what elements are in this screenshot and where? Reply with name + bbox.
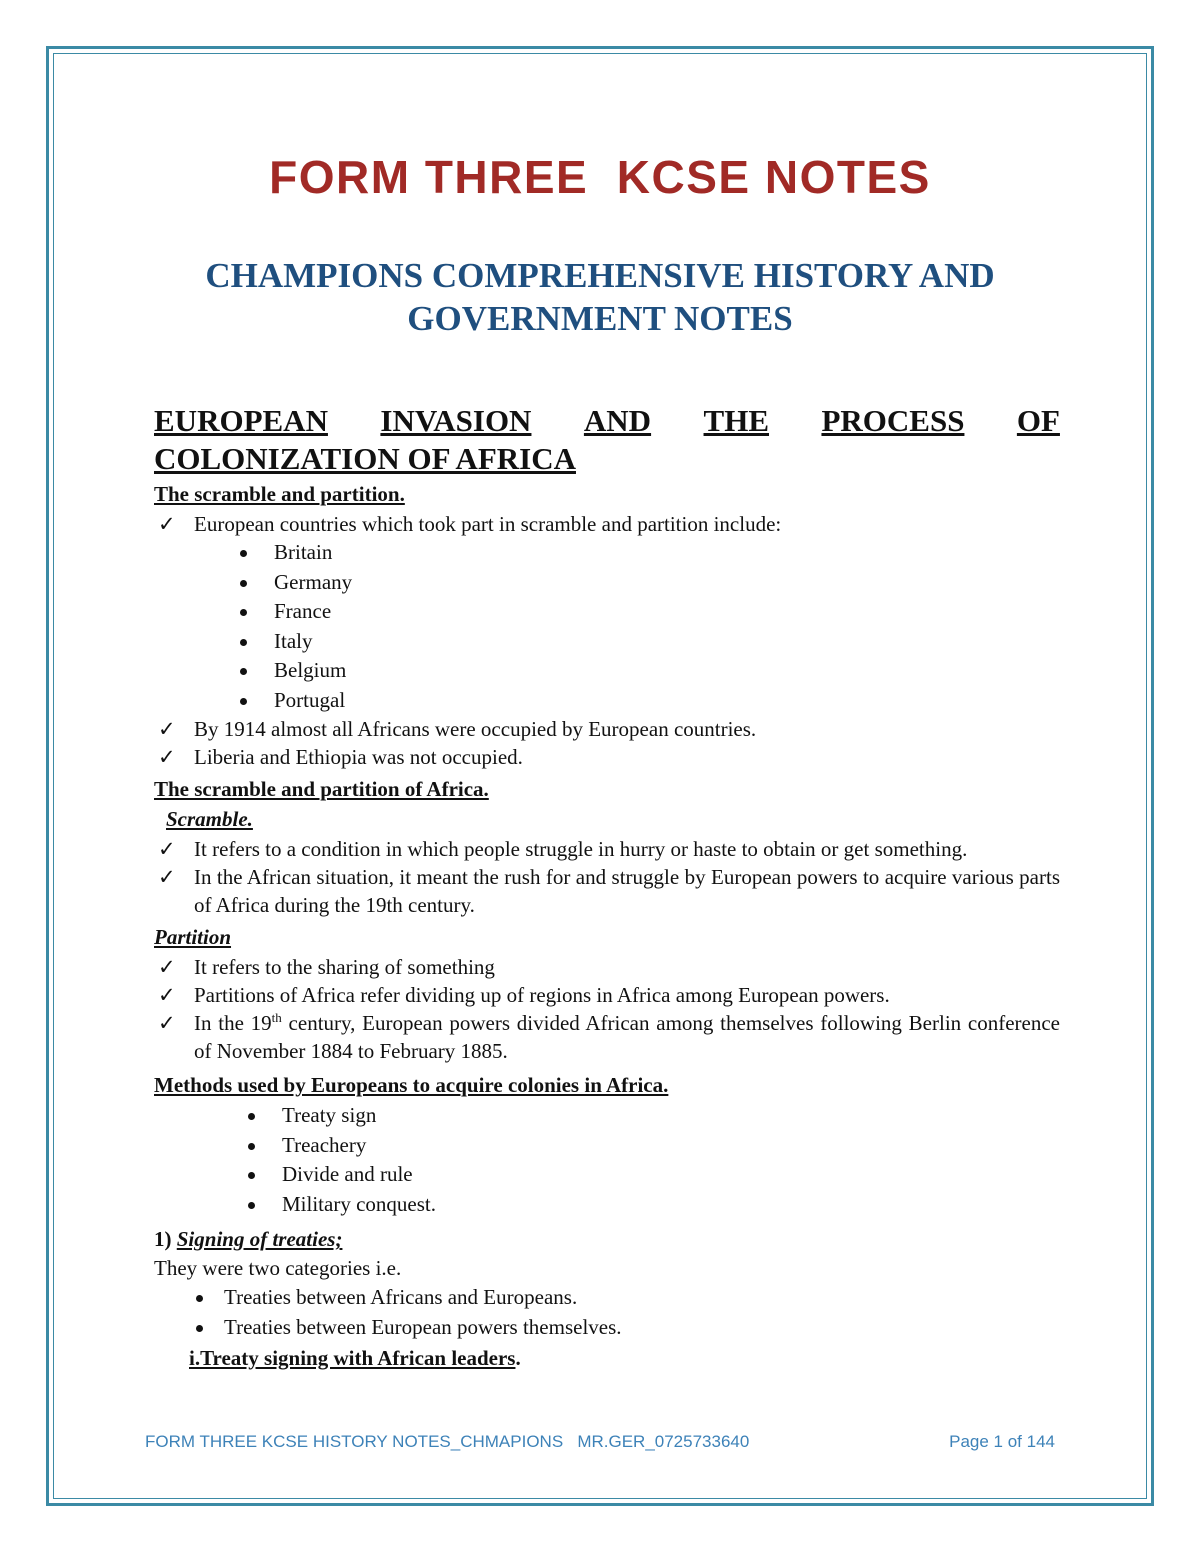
list-item — [242, 1131, 1060, 1161]
subheading-scramble-partition: The scramble and partition. — [154, 482, 405, 506]
superscript: th — [271, 1010, 282, 1025]
check-text: It refers to a condition in which people struggle in hurry or haste to obtain or get something. — [194, 837, 968, 861]
list-item — [234, 568, 1060, 598]
list-item-text: Germany — [274, 569, 353, 594]
check-item — [154, 953, 1060, 981]
list-item — [234, 656, 1060, 686]
list-item — [242, 1190, 1060, 1220]
bullet-dot-icon — [240, 550, 247, 557]
list-item-text: Treaties between European powers themselves. — [224, 1314, 622, 1339]
document-title: FORM THREE KCSE NOTES — [269, 151, 931, 203]
check-text: By 1914 almost all Africans were occupied by European countries. — [194, 717, 757, 741]
check-item — [154, 1009, 1060, 1065]
section-heading-line1 — [154, 402, 1060, 440]
check-text: In the African situation, it meant the rush for and struggle by European powers to acquire various parts of Africa during the 19th century. — [194, 865, 1060, 917]
check-mark-icon: ✓ — [158, 865, 176, 889]
list-item-text: Belgium — [274, 658, 347, 682]
heading-word: INVASION — [380, 403, 532, 438]
check-item — [154, 510, 1060, 538]
bullet-dot-icon — [240, 609, 247, 616]
list-item — [242, 1160, 1060, 1190]
check-text — [194, 1011, 1060, 1063]
page-footer — [145, 1432, 1055, 1452]
list-item-text: Italy — [274, 628, 313, 653]
list-item-text: Treaty sign — [282, 1103, 377, 1127]
heading-word: AND — [583, 403, 652, 438]
subheading-scramble-partition-africa: The scramble and partition of Africa. — [154, 777, 489, 801]
bullet-dot-icon — [240, 698, 247, 705]
list-item — [184, 1283, 1060, 1313]
term-partition: Partition — [154, 925, 232, 949]
subheading-treaty-african-leaders — [189, 1344, 1060, 1372]
heading-word: PROCESS — [821, 403, 965, 438]
document-subtitle: CHAMPIONS COMPREHENSIVE HISTORY AND GOVERNMENT NOTES — [205, 256, 995, 338]
list-item — [234, 627, 1060, 657]
subheading-number: 1) — [154, 1227, 177, 1251]
check-mark-icon: ✓ — [158, 717, 176, 741]
check-text: Liberia and Ethiopia was not occupied. — [194, 745, 523, 769]
check-mark-icon: ✓ — [158, 983, 176, 1007]
check-text: Partitions of Africa refer dividing up of regions in Africa among European powers. — [194, 983, 890, 1007]
heading-word: THE — [703, 403, 769, 438]
section-heading — [154, 402, 1060, 478]
page-number: Page 1 of 144 — [949, 1432, 1055, 1451]
check-mark-icon: ✓ — [158, 745, 176, 769]
check-mark-icon: ✓ — [158, 837, 176, 861]
list-item — [234, 538, 1060, 568]
list-item — [184, 1313, 1060, 1343]
country-list — [234, 538, 1060, 715]
check-text-part: century, European powers divided African among themselves following Berlin conference of November 1884 to February 1885. — [194, 1011, 1060, 1063]
categories-list — [184, 1283, 1060, 1342]
bullet-dot-icon — [248, 1143, 255, 1150]
list-item-text: Portugal — [274, 687, 346, 712]
check-text: It refers to the sharing of something — [194, 955, 495, 979]
list-item — [234, 597, 1060, 627]
check-item — [154, 743, 1060, 771]
subheading-methods: Methods used by Europeans to acquire colonies in Africa. — [154, 1073, 669, 1097]
methods-list — [242, 1101, 1060, 1219]
check-mark-icon: ✓ — [158, 512, 176, 536]
bullet-dot-icon — [240, 639, 247, 646]
bullet-dot-icon — [248, 1202, 255, 1209]
notes-body — [154, 402, 1060, 1372]
bullet-dot-icon — [248, 1172, 255, 1179]
bullet-dot-icon — [196, 1325, 203, 1332]
list-item-text: Treaties between Africans and Europeans. — [224, 1285, 578, 1309]
check-item — [154, 835, 1060, 863]
term-scramble: Scramble. — [166, 807, 253, 831]
bullet-dot-icon — [248, 1113, 255, 1120]
heading-word: EUROPEAN — [154, 403, 328, 438]
subheading-text: Signing of treaties; — [176, 1227, 343, 1251]
check-mark-icon: ✓ — [158, 1011, 176, 1035]
list-item — [242, 1101, 1060, 1131]
subheading-signing-treaties — [154, 1225, 1060, 1253]
check-text-part: In the 19 — [194, 1011, 272, 1035]
section-heading-line2: COLONIZATION OF AFRICA — [154, 441, 576, 476]
list-item-text: Treachery — [282, 1132, 367, 1157]
heading-word: OF — [1016, 403, 1060, 438]
check-item — [154, 715, 1060, 743]
bullet-dot-icon — [240, 668, 247, 675]
list-item-text: France — [274, 599, 332, 623]
check-text: European countries which took part in scramble and partition include: — [194, 512, 782, 536]
categories-intro: They were two categories i.e. — [154, 1256, 402, 1280]
footer-left: FORM THREE KCSE HISTORY NOTES_CHMAPIONS MR.GER_0725733640 — [145, 1432, 750, 1451]
check-item — [154, 863, 1060, 919]
list-item-text: Britain — [274, 540, 333, 564]
list-item-text: Military conquest. — [282, 1191, 436, 1216]
subheading-text: i.Treaty signing with African leaders — [189, 1346, 516, 1370]
bullet-dot-icon — [240, 580, 247, 587]
list-item — [234, 686, 1060, 716]
subheading-end: . — [515, 1346, 521, 1370]
list-item-text: Divide and rule — [282, 1162, 413, 1186]
check-mark-icon: ✓ — [158, 955, 176, 979]
check-item — [154, 981, 1060, 1009]
bullet-dot-icon — [196, 1295, 203, 1302]
